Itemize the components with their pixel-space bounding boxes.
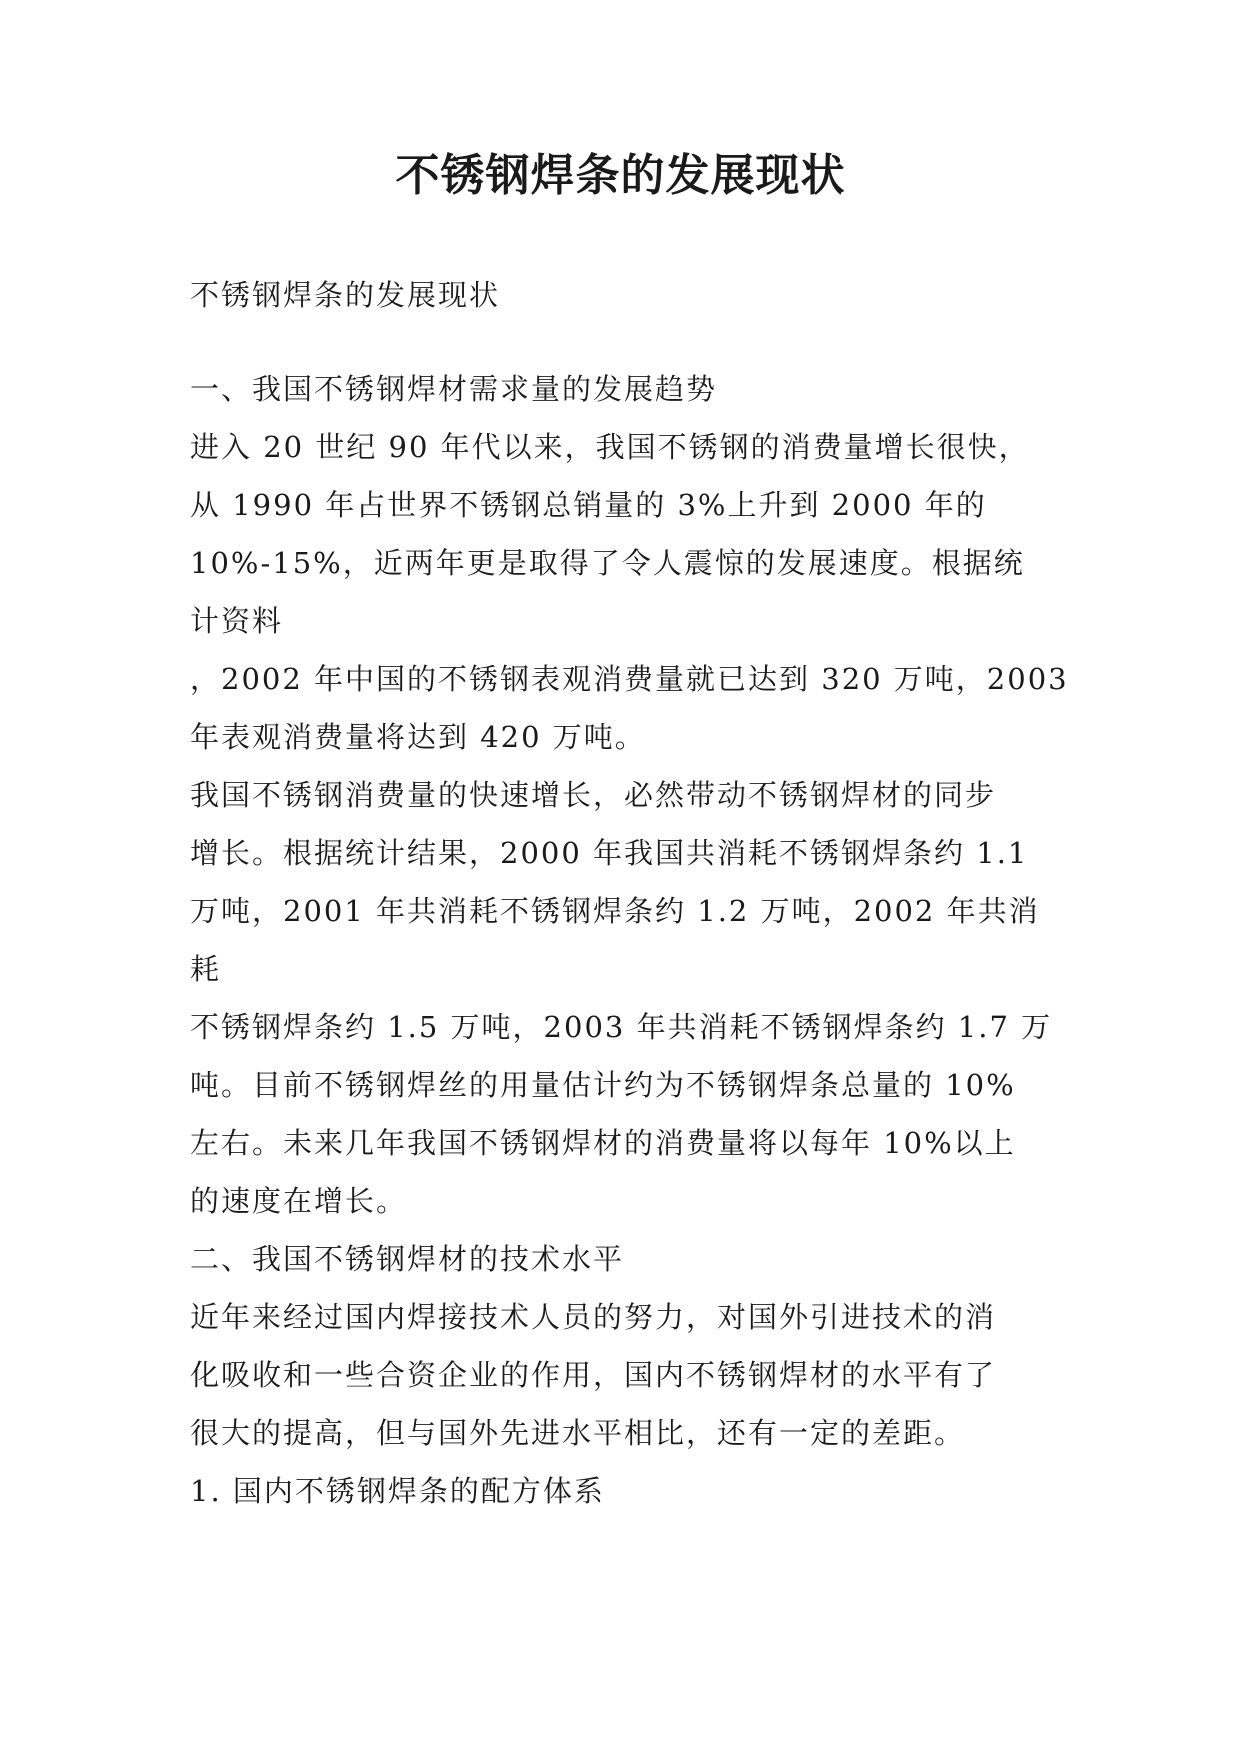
document-body [190,360,1070,1520]
body-line: 耗 [190,952,222,986]
body-line: 增长。根据统计结果，2000 年我国共消耗不锈钢焊条约 1.1 [190,836,1029,870]
body-line: 从 1990 年占世界不锈钢总销量的 3%上升到 2000 年的 [190,488,987,522]
body-line: 的速度在增长。 [190,1184,408,1218]
subsection-heading: 1. 国内不锈钢焊条的配方体系 [190,1474,605,1508]
body-line: 10%-15%，近两年更是取得了令人震惊的发展速度。根据统 [190,546,1025,580]
body-line: 化吸收和一些合资企业的作用，国内不锈钢焊材的水平有了 [190,1358,997,1392]
body-line: 计资料 [190,604,284,638]
body-line: 进入 20 世纪 90 年代以来，我国不锈钢的消费量增长很快， [190,430,1030,464]
body-line: 左右。未来几年我国不锈钢焊材的消费量将以每年 10%以上 [190,1126,1016,1160]
document-title: 不锈钢焊条的发展现状 [395,150,846,201]
body-line: 吨。目前不锈钢焊丝的用量估计约为不锈钢焊条总量的 10% [190,1068,1016,1102]
body-line: 万吨，2001 年共消耗不锈钢焊条约 1.2 万吨，2002 年共消 [190,894,1040,928]
body-line: 年表观消费量将达到 420 万吨。 [190,720,646,754]
body-line: 很大的提高，但与国外先进水平相比，还有一定的差距。 [190,1416,966,1450]
section-heading-1: 一、我国不锈钢焊材需求量的发展趋势 [190,372,718,406]
body-line: ，2002 年中国的不锈钢表观消费量就已达到 320 万吨，2003 [190,662,1069,696]
section-heading-2: 二、我国不锈钢焊材的技术水平 [190,1242,625,1276]
body-line: 不锈钢焊条约 1.5 万吨，2003 年共消耗不锈钢焊条约 1.7 万 [190,1010,1053,1044]
body-line: 我国不锈钢消费量的快速增长，必然带动不锈钢焊材的同步 [190,778,997,812]
document-subtitle: 不锈钢焊条的发展现状 [190,278,501,312]
body-line: 近年来经过国内焊接技术人员的努力，对国外引进技术的消 [190,1300,997,1334]
